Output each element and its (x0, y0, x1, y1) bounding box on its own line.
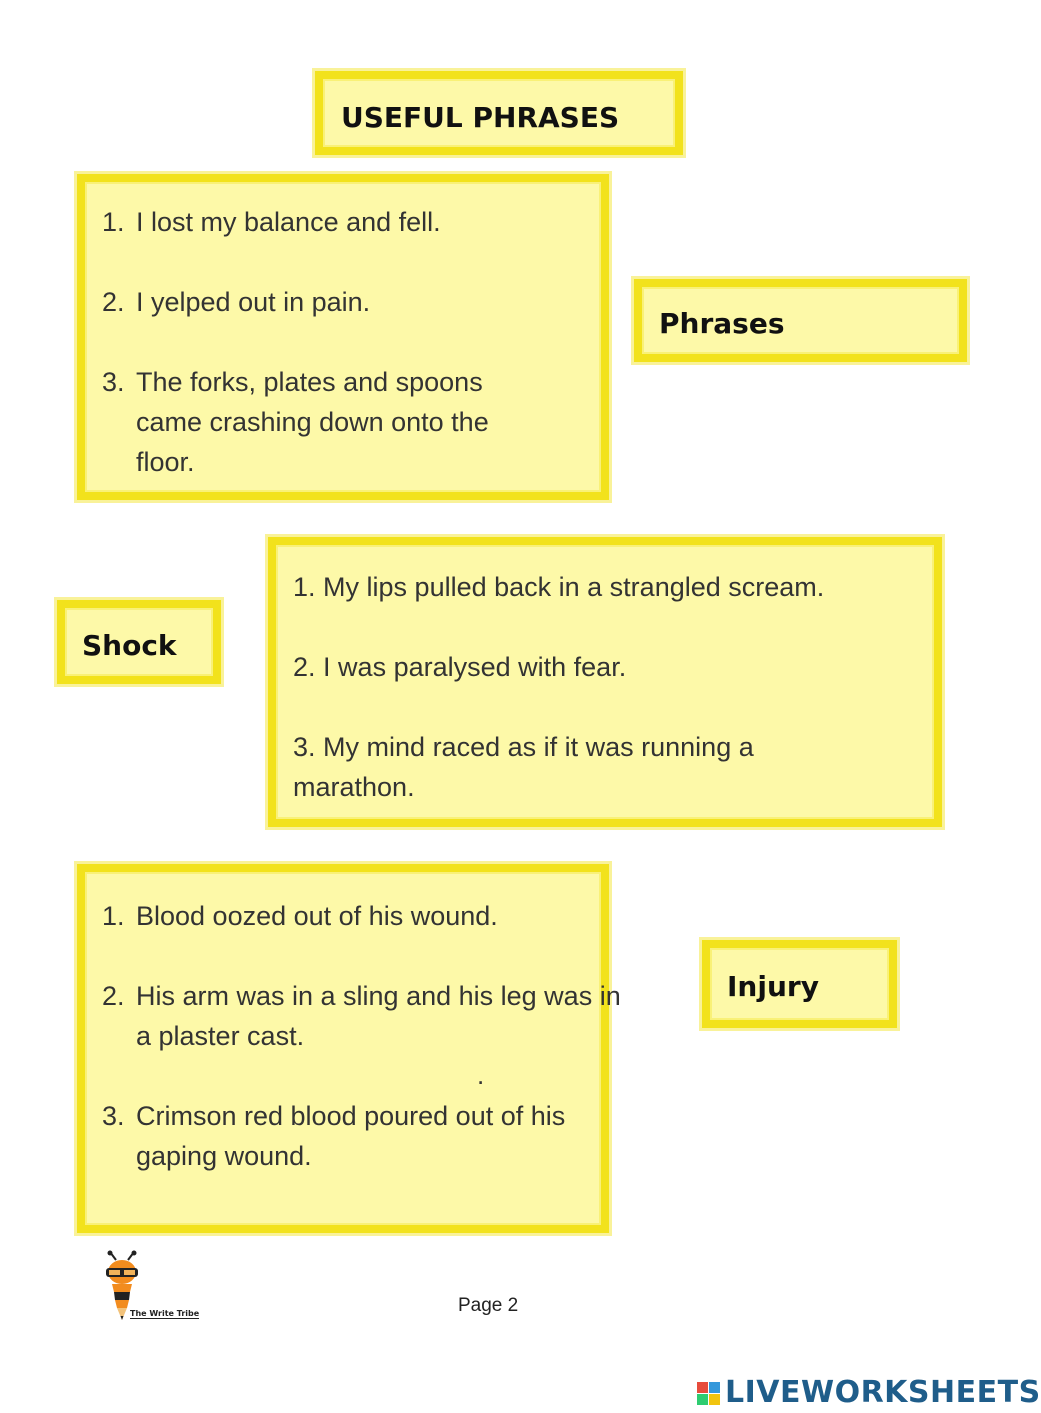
shock-list-box (268, 537, 942, 827)
list-item: 3. The forks, plates and spoons came crashing down onto the floor. (102, 367, 489, 477)
injury-label-box (702, 940, 897, 1028)
list-item: 1. I lost my balance and fell. (102, 207, 441, 237)
list-item: 3. My mind raced as if it was running a marathon. (293, 732, 754, 802)
list-item: 1. Blood oozed out of his wound. (102, 901, 498, 931)
stray-mark: . (477, 1060, 485, 1090)
phrases-label-box (634, 279, 967, 362)
shock-list (293, 567, 903, 847)
list-item: 2. His arm was in a sling and his leg was in a plaster cast. (102, 981, 621, 1051)
shock-label-box (57, 600, 221, 684)
list-item: 1. My lips pulled back in a strangled scream. (293, 572, 825, 602)
phrases-list-box (77, 174, 609, 500)
list-item: 2. I was paralysed with fear. (293, 652, 627, 682)
list-item: 2. I yelped out in pain. (102, 287, 371, 317)
section-label-shock: Shock (82, 629, 177, 662)
list-item: 3. Crimson red blood poured out of his gaping wound. (102, 1101, 566, 1171)
page-title: USEFUL PHRASES (341, 101, 620, 134)
injury-list (102, 896, 621, 1216)
page-number: Page 2 (458, 1295, 519, 1316)
title-box (315, 71, 683, 155)
section-label-phrases: Phrases (659, 307, 785, 340)
phrases-list (102, 202, 582, 522)
section-label-injury: Injury (727, 970, 819, 1003)
liveworksheets-cubes-icon (697, 1382, 721, 1406)
injury-list-box (77, 864, 621, 1233)
logo-text: The Write Tribe (130, 1309, 200, 1318)
liveworksheets-wordmark: LIVEWORKSHEETS (725, 1375, 1041, 1410)
liveworksheets-logo (697, 1375, 1041, 1410)
write-tribe-logo (98, 1252, 208, 1326)
